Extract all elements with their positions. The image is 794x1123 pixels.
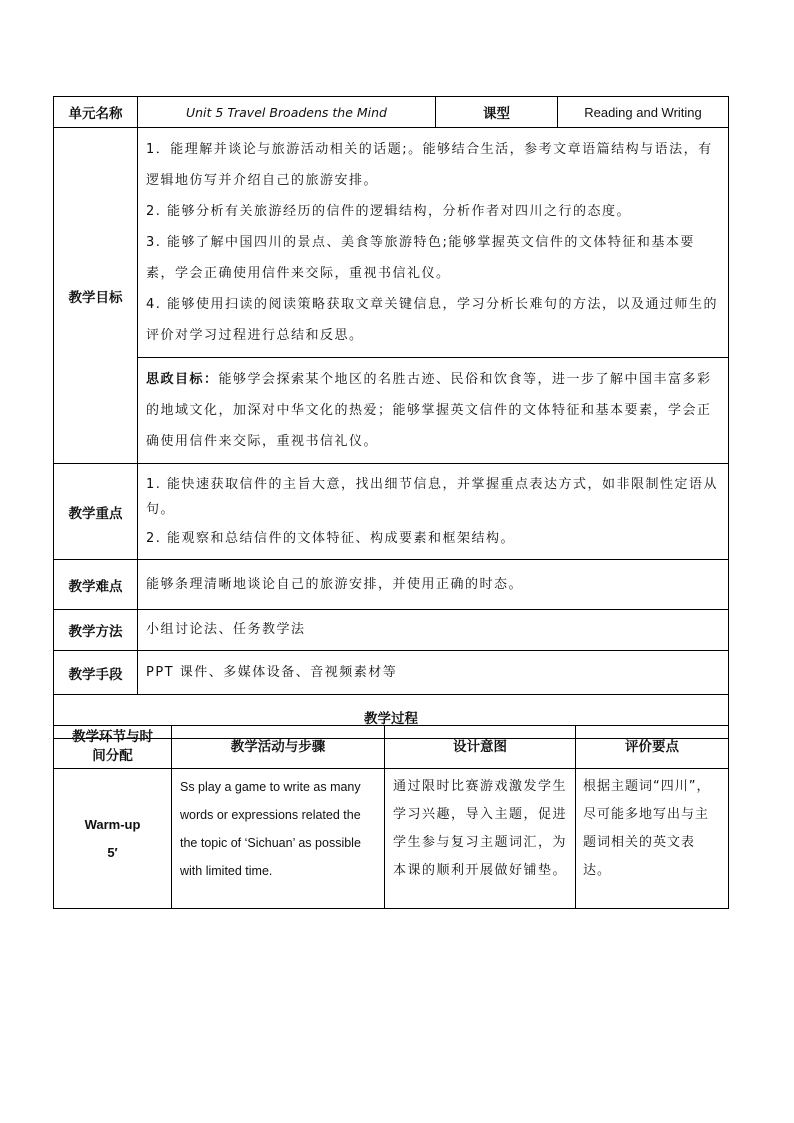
activity-cell: Ss play a game to write as many words or expressions related the the topic of ‘Sichuan’ as possible with limited time. [172, 769, 385, 909]
objective-item: 4. 能够使用扫读的阅读策略获取文章关键信息，学习分析长难句的方法，以及通过师生的评价对学习过程进行总结和反思。 [146, 297, 719, 343]
key-points-label: 教学重点 [54, 464, 138, 560]
lesson-info-table [53, 96, 729, 739]
process-col-evaluation: 评价要点 [576, 726, 729, 769]
evaluation-cell: 根据主题词“四川”，尽可能多地写出与主题词相关的英文表达。 [576, 769, 729, 909]
sizheng-objective [138, 358, 729, 464]
objective-item: 1．能理解并谈论与旅游活动相关的话题;。能够结合生活，参考文章语篇结构与语法，有逻辑地仿写并介绍自己的旅游安排。 [146, 142, 713, 188]
process-col-activity: 教学活动与步骤 [172, 726, 385, 769]
sizheng-title: 思政目标： [146, 372, 219, 387]
objective-item: 2. 能够分析有关旅游经历的信件的逻辑结构，分析作者对四川之行的态度。 [146, 204, 632, 219]
sizheng-text: 能够学会探索某个地区的名胜古迹、民俗和饮食等，进一步了解中国丰富多彩的地域文化，加深对中华文化的热爱；能够掌握英文信件的文体特征和基本要素，学会正确使用信件来交际，重视书信礼仪。 [146, 372, 712, 449]
difficulties-text: 能够条理清晰地谈论自己的旅游安排，并使用正确的时态。 [138, 560, 729, 610]
process-table [53, 725, 729, 909]
intent-cell: 通过限时比赛游戏激发学生学习兴趣，导入主题，促进学生参与复习主题词汇，为本课的顺利开展做好铺垫。 [385, 769, 576, 909]
key-points-list [138, 464, 729, 560]
unit-label: 单元名称 [54, 97, 138, 128]
methods-text: 小组讨论法、任务教学法 [138, 610, 729, 651]
process-title: 教学过程 [54, 695, 729, 739]
key-point-item: 2. 能观察和总结信件的文体特征、构成要素和框架结构。 [146, 531, 516, 546]
means-text: PPT 课件、多媒体设备、音视频素材等 [138, 651, 729, 695]
objectives-list [138, 128, 729, 358]
key-point-item: 1. 能快速获取信件的主旨大意，找出细节信息，并掌握重点表达方式，如非限制性定语从句。 [146, 477, 719, 517]
difficulties-label: 教学难点 [54, 560, 138, 610]
objectives-label: 教学目标 [54, 128, 138, 464]
objective-item: 3. 能够了解中国四川的景点、美食等旅游特色;能够掌握英文信件的文体特征和基本要素，学会正确使用信件来交际，重视书信礼仪。 [146, 235, 695, 281]
table-row [54, 769, 729, 909]
process-col-stage: 教学环节与时间分配 [54, 726, 172, 769]
unit-value: Unit 5 Travel Broadens the Mind [138, 97, 436, 128]
stage-cell [54, 769, 172, 909]
type-label: 课型 [436, 97, 558, 128]
means-label: 教学手段 [54, 651, 138, 695]
stage-time: 5′ [107, 844, 118, 860]
methods-label: 教学方法 [54, 610, 138, 651]
stage-name: Warm-up [84, 816, 141, 832]
process-col-intent: 设计意图 [385, 726, 576, 769]
type-value: Reading and Writing [558, 97, 729, 128]
